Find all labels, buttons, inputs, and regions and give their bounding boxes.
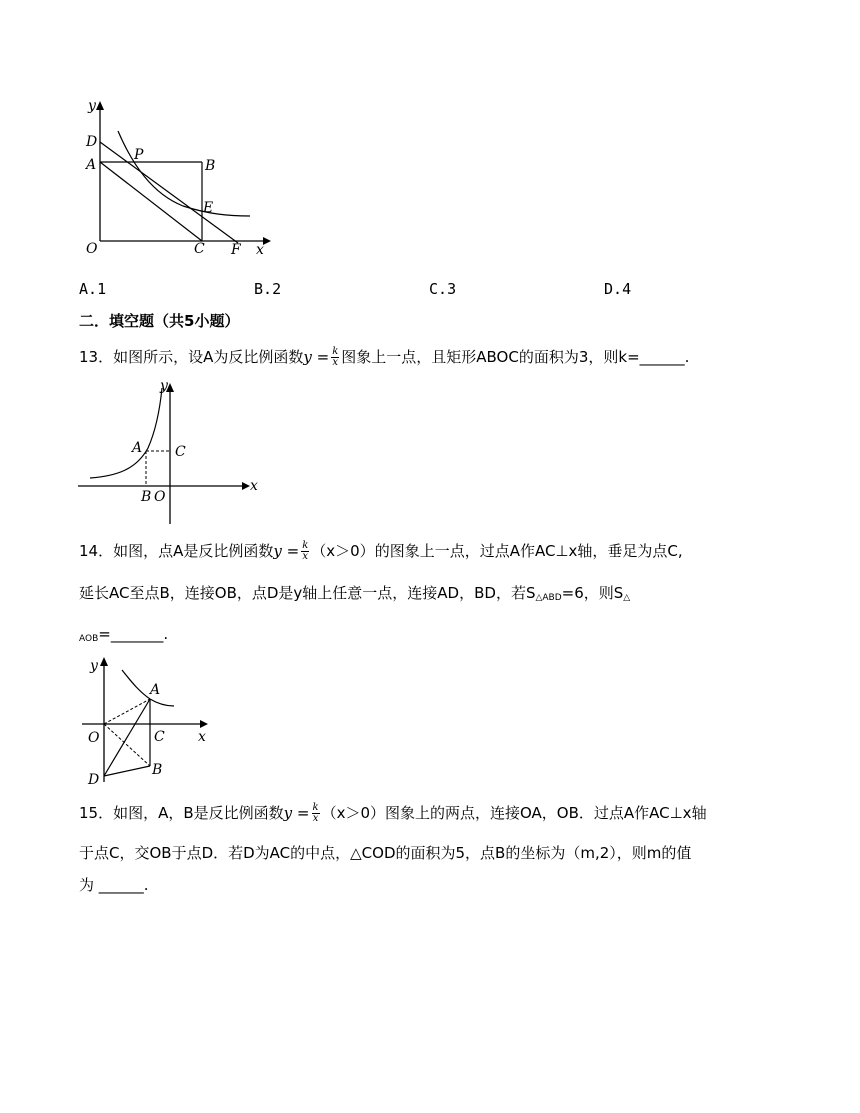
label-y: y xyxy=(90,658,98,674)
label-x: x xyxy=(250,478,258,494)
label-c: C xyxy=(194,241,205,257)
segment-ac xyxy=(100,162,202,241)
q14-line3-sub: AOB xyxy=(79,634,99,644)
q13-text xyxy=(79,347,689,368)
q14-frac-num: k xyxy=(302,540,309,551)
q15-frac-num: k xyxy=(312,802,319,813)
q14-line1 xyxy=(79,541,683,562)
q15-number: 15． xyxy=(79,804,114,822)
q15-line2: 于点C，交OB于点D．若D为AC的中点，△COD的面积为5，点B的坐标为（m,2），则m的值 xyxy=(79,844,692,862)
q13-fraction xyxy=(331,347,339,368)
label-f: F xyxy=(231,242,241,258)
label-y: y xyxy=(88,98,96,114)
q14-line2 xyxy=(79,583,630,608)
q14-figure xyxy=(78,652,218,787)
y-axis-arrow xyxy=(96,101,104,110)
choice-d xyxy=(604,279,631,299)
q13-frac-num: k xyxy=(332,346,339,357)
x-axis-arrow xyxy=(200,720,208,728)
q13-func-y: y xyxy=(303,348,312,366)
hyperbola-curve xyxy=(122,670,174,706)
choice-a-value: 1 xyxy=(97,280,107,298)
label-x: x xyxy=(198,729,206,745)
q14-fraction xyxy=(301,541,309,562)
label-a: A xyxy=(86,157,97,173)
label-y: y xyxy=(160,378,168,394)
hyperbola-curve xyxy=(90,388,162,478)
q14-line3-after: =_______. xyxy=(98,625,169,643)
x-axis-arrow xyxy=(263,237,271,245)
label-c: C xyxy=(154,729,165,745)
label-b: B xyxy=(152,762,163,778)
q14-line2-end: △ xyxy=(623,593,631,603)
label-x: x xyxy=(256,242,264,258)
q13-func-eq: = xyxy=(316,348,330,366)
q14-text-after: 的图象上一点，过点A作AC⊥x轴，垂足为点C, xyxy=(374,542,683,560)
q14-number: 14． xyxy=(79,542,114,560)
choice-a xyxy=(79,279,106,299)
q15-fraction xyxy=(312,803,320,824)
choice-b-value: 2 xyxy=(272,280,282,298)
label-p: P xyxy=(134,147,144,163)
q15-line1 xyxy=(79,803,707,824)
q15-func-eq: = xyxy=(296,804,310,822)
label-o: O xyxy=(88,730,100,746)
q14-func-eq: = xyxy=(286,542,300,560)
q13-text-after: 图象上一点，且矩形ABOC的面积为3，则k=______. xyxy=(341,348,690,366)
choice-d-letter: D. xyxy=(604,280,623,298)
q13-frac-den: x xyxy=(332,357,339,368)
label-a: A xyxy=(150,682,161,698)
q14-condition: （x＞0） xyxy=(311,542,375,560)
label-c: C xyxy=(175,444,186,460)
label-d: D xyxy=(86,134,98,150)
q13-number: 13． xyxy=(79,348,114,366)
segment-ad xyxy=(104,699,150,776)
q13-figure xyxy=(76,378,266,528)
label-o: O xyxy=(86,241,98,257)
choice-c xyxy=(429,279,456,299)
q14-func-y: y xyxy=(273,542,282,560)
q15-func-y: y xyxy=(283,804,293,822)
x-axis-arrow xyxy=(242,482,250,490)
label-d: D xyxy=(88,772,100,787)
label-b: B xyxy=(205,158,216,174)
section-title: 二．填空题（共5小题） xyxy=(79,312,240,330)
q15-frac-den: x xyxy=(312,813,319,824)
segment-bd xyxy=(104,766,150,776)
choice-d-value: 4 xyxy=(622,280,632,298)
q14-line2-mid: =6，则S xyxy=(561,584,624,602)
dashed-ob xyxy=(104,724,150,766)
choice-a-letter: A. xyxy=(79,280,98,298)
choice-c-value: 3 xyxy=(447,280,457,298)
q15-text-after: 图象上的两点，连接OA，OB．过点A作AC⊥x轴 xyxy=(384,804,707,822)
q14-line3 xyxy=(79,624,168,649)
q14-line2-before: 延长AC至点B，连接OB，点D是y轴上任意一点，连接AD，BD，若S xyxy=(79,584,536,602)
q14-text-before: 如图，点A是反比例函数 xyxy=(113,542,274,560)
label-b: B xyxy=(141,489,152,505)
y-axis-arrow xyxy=(100,657,108,666)
q12-figure xyxy=(78,96,278,266)
q15-text-before: 如图，A，B是反比例函数 xyxy=(113,804,284,822)
choice-b xyxy=(254,279,281,299)
label-e: E xyxy=(203,200,214,216)
label-o: O xyxy=(154,489,166,505)
segment-df xyxy=(100,142,238,243)
q15-line3: 为 ______. xyxy=(79,876,149,894)
choice-b-letter: B. xyxy=(254,280,273,298)
choice-c-letter: C. xyxy=(429,280,448,298)
q14-line2-sub: △ABD xyxy=(535,593,562,603)
q15-condition: （x＞0） xyxy=(321,804,385,822)
label-a: A xyxy=(132,440,143,456)
q14-frac-den: x xyxy=(302,551,309,562)
q13-text-before: 如图所示，设A为反比例函数 xyxy=(113,348,304,366)
